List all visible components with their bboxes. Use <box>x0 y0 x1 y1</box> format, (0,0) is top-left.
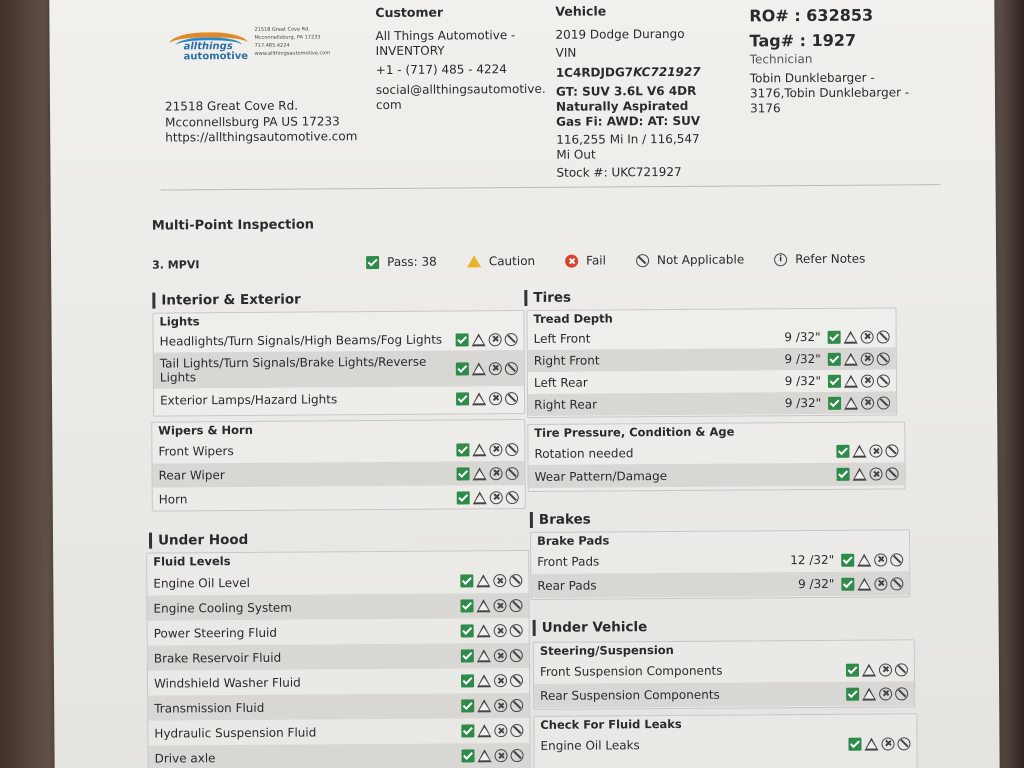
pass-check-icon <box>846 687 859 700</box>
pass-check-icon <box>461 674 474 687</box>
status-icons <box>846 687 908 700</box>
inspection-row: Rear Wiper <box>153 461 525 488</box>
not-applicable-icon <box>877 330 890 343</box>
not-applicable-icon <box>509 574 522 587</box>
status-icons <box>848 737 910 750</box>
inspection-row: Front Suspension Components <box>534 657 914 684</box>
pass-check-icon <box>848 737 861 750</box>
status-icons <box>790 552 903 567</box>
vin-value: 1C4RDJDG7KC721927 <box>555 64 701 80</box>
fluid-leaks-heading: Check For Fluid Leaks <box>540 716 682 732</box>
status-icons <box>846 663 908 676</box>
pass-check-icon <box>828 330 841 343</box>
pass-check-icon <box>828 374 841 387</box>
fail-x-icon <box>494 624 507 637</box>
tire-pressure-heading: Tire Pressure, Condition & Age <box>534 424 735 440</box>
pass-check-icon <box>828 352 841 365</box>
inspection-row: Transmission Fluid <box>148 693 529 721</box>
not-applicable-icon <box>636 254 649 267</box>
logo-text-line1: allthings <box>183 41 233 53</box>
fail-x-icon <box>489 392 502 405</box>
not-applicable-icon <box>885 444 898 457</box>
fail-x-icon <box>494 699 507 712</box>
fail-x-icon <box>874 553 887 566</box>
inspection-row: Horn <box>153 485 525 512</box>
company-website: https://allthingsautomotive.com <box>165 129 358 145</box>
fail-x-icon <box>493 599 506 612</box>
section-brakes: Brakes <box>530 512 591 528</box>
not-applicable-icon <box>505 333 518 346</box>
caution-triangle-icon <box>844 396 858 409</box>
not-applicable-icon <box>890 553 903 566</box>
fail-x-icon <box>565 254 578 267</box>
not-applicable-icon <box>505 392 518 405</box>
not-applicable-icon <box>511 749 524 762</box>
inspection-title: Multi-Point Inspection <box>151 217 315 234</box>
not-applicable-icon <box>510 649 523 662</box>
legend-notes: i Refer Notes <box>774 252 865 267</box>
pad-measurement: 12 /32" <box>790 552 835 568</box>
lights-group <box>152 310 525 417</box>
status-icons <box>784 351 889 366</box>
inspection-row: Left Front 9 /32" <box>528 325 896 350</box>
tread-measurement: 9 /32" <box>784 351 821 367</box>
fail-x-icon <box>494 674 507 687</box>
not-applicable-icon <box>877 396 890 409</box>
tread-depth-group <box>526 307 897 418</box>
caution-triangle-icon <box>477 624 491 637</box>
logo-contact-block: 21518 Great Cove Rd. Mcconnellsburg, PA 17233 717.485.4224 www.allthingsautomotive.com <box>254 26 331 57</box>
caution-triangle-icon <box>853 468 867 481</box>
inspection-row: Tail Lights/Turn Signals/Brake Lights/Reverse Lights <box>154 350 524 389</box>
company-logo <box>169 32 259 73</box>
status-icons <box>461 724 523 737</box>
not-applicable-icon <box>890 577 903 590</box>
pass-check-icon <box>456 362 469 375</box>
ro-number: RO# : 632853 <box>749 5 874 26</box>
not-applicable-icon <box>897 737 910 750</box>
inspection-row: Headlights/Turn Signals/High Beams/Fog Lights <box>154 328 524 353</box>
fail-x-icon <box>861 352 874 365</box>
not-applicable-icon <box>506 467 519 480</box>
technician-label: Technician <box>749 51 813 67</box>
customer-email: social@allthingsautomotive.com <box>375 81 546 113</box>
pass-check-icon <box>460 599 473 612</box>
legend-na: Not Applicable <box>636 252 744 267</box>
pass-check-icon <box>461 649 474 662</box>
caution-triangle-icon <box>844 352 858 365</box>
vehicle-mileage: 116,255 Mi In / 116,547 Mi Out <box>556 131 700 162</box>
fail-x-icon <box>861 374 874 387</box>
tire-pressure-group <box>527 421 905 492</box>
inspection-row: Power Steering Fluid <box>148 618 529 646</box>
pass-check-icon <box>457 467 470 480</box>
pass-check-icon <box>462 749 475 762</box>
technician-name: Tobin Dunklebarger - 3176,Tobin Dunklebarger - 3176 <box>749 70 910 116</box>
address-line1: 21518 Great Cove Rd. <box>164 98 299 114</box>
caution-triangle-icon <box>477 699 491 712</box>
inspection-row: Engine Oil Level <box>147 568 528 596</box>
not-applicable-icon <box>510 699 523 712</box>
status-icons <box>461 699 523 712</box>
inspection-row: Front Pads 12 /32" <box>531 547 909 574</box>
status-icons <box>837 467 899 480</box>
vehicle-spec: GT: SUV 3.6L V6 4DR Naturally Aspirated Gas Fi: AWD: AT: SUV <box>555 83 701 129</box>
fail-x-icon <box>870 468 883 481</box>
tag-number: Tag# : 1927 <box>749 30 857 51</box>
inspection-row: Hydraulic Suspension Fluid <box>148 718 529 746</box>
brake-pads-group <box>530 529 910 600</box>
status-icons <box>457 467 519 480</box>
not-applicable-icon <box>509 599 522 612</box>
fail-x-icon <box>861 330 874 343</box>
fail-x-icon <box>495 749 508 762</box>
customer-name: All Things Automotive - INVENTORY <box>375 28 516 59</box>
info-icon: i <box>774 253 787 266</box>
caution-triangle-icon <box>476 574 490 587</box>
fail-x-icon <box>489 362 502 375</box>
lights-heading: Lights <box>159 314 200 329</box>
pad-measurement: 9 /32" <box>798 576 835 592</box>
fail-x-icon <box>490 491 503 504</box>
caution-triangle-icon <box>864 737 878 750</box>
status-icons <box>456 362 518 375</box>
fail-x-icon <box>861 396 874 409</box>
status-icons <box>461 649 523 662</box>
not-applicable-icon <box>505 362 518 375</box>
status-icons <box>461 674 523 687</box>
inspection-report-page <box>49 0 1000 768</box>
inspection-row: Front Wipers <box>152 437 524 464</box>
caution-triangle-icon <box>477 649 491 662</box>
fail-x-icon <box>489 443 502 456</box>
fail-x-icon <box>494 724 507 737</box>
section-under-hood: Under Hood <box>149 532 248 549</box>
caution-triangle-icon <box>472 392 486 405</box>
not-applicable-icon <box>895 687 908 700</box>
status-icons <box>462 749 524 762</box>
status-legend <box>366 251 895 269</box>
inspection-row: Engine Cooling System <box>147 593 528 621</box>
inspection-row: Rear Suspension Components <box>534 681 914 708</box>
caution-triangle-icon <box>478 749 492 762</box>
company-address <box>165 98 357 146</box>
pass-check-icon <box>456 333 469 346</box>
pass-check-icon <box>846 663 859 676</box>
fail-x-icon <box>881 737 894 750</box>
fail-x-icon <box>879 663 892 676</box>
customer-phone: +1 - (717) 485 - 4224 <box>375 62 507 78</box>
caution-triangle-icon <box>476 599 490 612</box>
status-icons <box>456 443 518 456</box>
fail-x-icon <box>494 649 507 662</box>
not-applicable-icon <box>510 624 523 637</box>
caution-triangle-icon <box>844 330 858 343</box>
legend-pass: Pass: 38 <box>366 255 437 269</box>
inspection-row: Rear Pads 9 /32" <box>531 571 909 598</box>
tread-measurement: 9 /32" <box>784 329 821 345</box>
status-icons <box>836 444 898 457</box>
section-under-vehicle: Under Vehicle <box>533 619 648 636</box>
caution-triangle-icon <box>857 577 871 590</box>
inspection-subtitle: 3. MPVI <box>152 258 200 272</box>
pass-check-icon <box>836 445 849 458</box>
pass-check-icon <box>461 724 474 737</box>
caution-triangle-icon <box>852 445 866 458</box>
tread-measurement: 9 /32" <box>784 395 822 411</box>
status-icons <box>460 599 522 612</box>
stock-number: Stock #: UKC721927 <box>556 164 682 180</box>
not-applicable-icon <box>510 724 523 737</box>
caution-triangle-icon <box>467 255 481 267</box>
status-icons <box>461 624 523 637</box>
brake-pads-heading: Brake Pads <box>537 533 610 548</box>
status-icons <box>785 395 890 410</box>
caution-triangle-icon <box>473 491 487 504</box>
status-icons <box>456 333 518 346</box>
inspection-row: Engine Oil Leaks <box>534 731 916 758</box>
caution-triangle-icon <box>844 374 858 387</box>
vehicle-heading: Vehicle <box>555 3 607 19</box>
pass-check-icon <box>366 256 379 269</box>
pass-check-icon <box>837 468 850 481</box>
status-icons <box>456 392 518 405</box>
inspection-row: Left Rear 9 /32" <box>528 369 896 394</box>
vin-label: VIN <box>555 45 577 60</box>
inspection-row: Right Front 9 /32" <box>528 347 896 372</box>
pass-check-icon <box>456 392 469 405</box>
logo-text-line2: automotive <box>183 50 249 63</box>
status-icons <box>457 491 519 504</box>
caution-triangle-icon <box>473 467 487 480</box>
status-icons <box>784 329 889 344</box>
fail-x-icon <box>489 333 502 346</box>
wipers-horn-group <box>151 419 526 512</box>
pass-check-icon <box>461 624 474 637</box>
section-tires: Tires <box>524 290 571 306</box>
pass-check-icon <box>456 443 469 456</box>
not-applicable-icon <box>510 674 523 687</box>
pass-check-icon <box>841 553 854 566</box>
legend-fail: Fail <box>565 253 606 267</box>
not-applicable-icon <box>886 467 899 480</box>
not-applicable-icon <box>877 352 890 365</box>
inspection-row: Brake Reservoir Fluid <box>148 643 529 671</box>
status-icons <box>460 574 522 587</box>
customer-heading: Customer <box>375 4 444 21</box>
legend-caution: Caution <box>467 254 535 268</box>
fluid-leaks-group <box>533 713 917 768</box>
header-divider <box>161 184 941 190</box>
caution-triangle-icon <box>472 362 486 375</box>
caution-triangle-icon <box>472 443 486 456</box>
caution-triangle-icon <box>472 333 486 346</box>
inspection-row: Right Rear 9 /32" <box>528 391 896 416</box>
status-icons <box>798 576 903 591</box>
steering-heading: Steering/Suspension <box>539 642 674 658</box>
inspection-row: Rotation needed <box>528 439 904 465</box>
pass-check-icon <box>460 574 473 587</box>
tread-depth-heading: Tread Depth <box>533 311 613 326</box>
caution-triangle-icon <box>862 687 876 700</box>
steering-suspension-group <box>533 639 915 710</box>
not-applicable-icon <box>505 443 518 456</box>
caution-triangle-icon <box>862 663 876 676</box>
address-line2: Mcconnellsburg PA US 17233 <box>165 113 340 130</box>
caution-triangle-icon <box>857 553 871 566</box>
pass-check-icon <box>828 396 841 409</box>
vehicle-model: 2019 Dodge Durango <box>555 26 685 42</box>
pass-check-icon <box>461 699 474 712</box>
fluid-levels-heading: Fluid Levels <box>153 554 231 569</box>
not-applicable-icon <box>877 374 890 387</box>
fail-x-icon <box>874 577 887 590</box>
not-applicable-icon <box>506 491 519 504</box>
tread-measurement: 9 /32" <box>784 373 821 389</box>
repair-order-block <box>749 3 873 54</box>
inspection-row: Wear Pattern/Damage <box>529 462 905 488</box>
not-applicable-icon <box>895 663 908 676</box>
caution-triangle-icon <box>477 674 491 687</box>
inspection-row: Drive axle <box>148 743 529 768</box>
pass-check-icon <box>457 491 470 504</box>
fail-x-icon <box>493 574 506 587</box>
wipers-heading: Wipers & Horn <box>158 422 253 438</box>
inspection-row: Windshield Washer Fluid <box>148 668 529 696</box>
status-icons <box>785 373 890 388</box>
fluid-levels-group <box>146 550 531 768</box>
fail-x-icon <box>869 445 882 458</box>
pass-check-icon <box>841 577 854 590</box>
fail-x-icon <box>879 687 892 700</box>
section-interior-exterior: Interior & Exterior <box>152 292 300 309</box>
fail-x-icon <box>490 467 503 480</box>
inspection-row: Exterior Lamps/Hazard Lights <box>154 386 524 413</box>
caution-triangle-icon <box>477 724 491 737</box>
